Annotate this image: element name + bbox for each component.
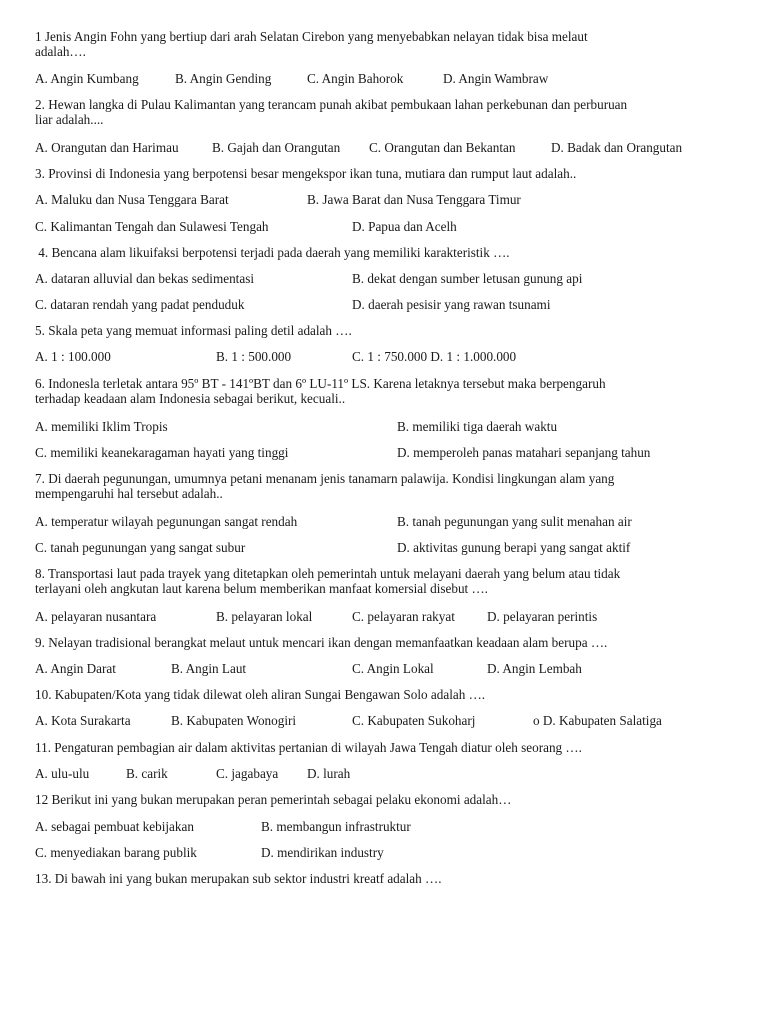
option-c: C. memiliki keanekaragaman hayati yang tinggi [35,445,289,460]
option-d: D. lurah [307,766,351,781]
question-7: 7. Di daerah pegunungan, umumnya petani menanam jenis tanamarn palawija. Kondisi lingkungan alam yang mempengaruhi hal tersebut adalah.. [35,471,615,501]
option-b: B. memiliki tiga daerah waktu [397,419,558,434]
option-d: D. Angin Lembah [487,661,582,676]
option-a: A. Kota Surakarta [35,713,131,728]
question-3-options-row-1 [35,192,735,207]
option-b: B. Jawa Barat dan Nusa Tenggara Timur [307,192,521,207]
question-12-options-row-2 [35,845,735,860]
question-7-options-row-1 [35,514,735,529]
question-6-options-row-1 [35,419,735,434]
question-11-options [35,766,735,781]
option-d: D. daerah pesisir yang rawan tsunami [352,297,551,312]
question-11: 11. Pengaturan pembagian air dalam aktivitas pertanian di wilayah Jawa Tengah diatur oleh seorang …. [35,740,582,755]
option-d: D. aktivitas gunung berapi yang sangat aktif [397,540,631,555]
option-d: o D. Kabupaten Salatiga [533,713,662,728]
option-b: B. Angin Laut [171,661,247,676]
question-4: 4. Bencana alam likuifaksi berpotensi terjadi pada daerah yang memiliki karakteristik …. [35,245,510,260]
question-10-options [35,713,735,728]
option-b: B. dekat dengan sumber letusan gunung api [352,271,583,286]
question-6: 6. Indonesla terletak antara 95º BT - 141ºBT dan 6º LU-11º LS. Karena letaknya tersebut maka berpengaruh terhadap keadaan alam Indonesia sebagai berikut, kecuali.. [35,376,606,406]
option-a: A. Angin Kumbang [35,71,139,86]
option-c-d: C. 1 : 750.000 D. 1 : 1.000.000 [352,349,517,364]
question-1-options [35,71,735,86]
question-1: 1 Jenis Angin Fohn yang bertiup dari arah Selatan Cirebon yang menyebabkan nelayan tidak bisa melaut adalah…. [35,29,588,59]
option-b: B. tanah pegunungan yang sulit menahan air [397,514,632,529]
option-a: A. temperatur wilayah pegunungan sangat rendah [35,514,298,529]
option-b: B. Gajah dan Orangutan [212,140,341,155]
question-10: 10. Kabupaten/Kota yang tidak dilewat oleh aliran Sungai Bengawan Solo adalah …. [35,687,486,702]
option-a: A. Maluku dan Nusa Tenggara Barat [35,192,229,207]
option-d: D. memperoleh panas matahari sepanjang tahun [397,445,651,460]
question-6-options-row-2 [35,445,735,460]
option-c: C. pelayaran rakyat [352,609,455,624]
question-8-options [35,609,735,624]
option-c: C. Kabupaten Sukoharj [352,713,476,728]
option-b: B. Angin Gending [175,71,272,86]
question-8: 8. Transportasi laut pada trayek yang ditetapkan oleh pemerintah untuk melayani daerah yang belum atau tidak terlayani oleh angkutan laut karena belum memberikan manfaat komersial disebut …. [35,566,621,596]
option-c: C. jagabaya [216,766,279,781]
option-b: B. Kabupaten Wonogiri [171,713,297,728]
question-7-options-row-2 [35,540,735,555]
option-b: B. membangun infrastruktur [261,819,411,834]
question-2-options [35,140,735,155]
option-c: C. Orangutan dan Bekantan [369,140,516,155]
option-d: D. Papua dan Acelh [352,219,457,234]
option-c: C. menyediakan barang publik [35,845,197,860]
option-d: D. Badak dan Orangutan [551,140,683,155]
option-b: B. pelayaran lokal [216,609,313,624]
option-a: A. memiliki Iklim Tropis [35,419,168,434]
question-12-options-row-1 [35,819,735,834]
option-d: D. pelayaran perintis [487,609,598,624]
option-a: A. pelayaran nusantara [35,609,157,624]
question-5-options [35,349,735,364]
option-d: D. Angin Wambraw [443,71,549,86]
question-4-options-row-1 [35,271,735,286]
option-b: B. 1 : 500.000 [216,349,292,364]
option-a: A. dataran alluvial dan bekas sedimentasi [35,271,254,286]
question-5: 5. Skala peta yang memuat informasi paling detil adalah …. [35,323,352,338]
option-a: A. ulu-ulu [35,766,90,781]
question-9-options [35,661,735,676]
question-3-options-row-2 [35,219,735,234]
question-13: 13. Di bawah ini yang bukan merupakan sub sektor industri kreatf adalah …. [35,871,442,886]
option-a: A. Orangutan dan Harimau [35,140,179,155]
option-c: C. dataran rendah yang padat penduduk [35,297,245,312]
option-a: A. Angin Darat [35,661,116,676]
question-12: 12 Berikut ini yang bukan merupakan peran pemerintah sebagai pelaku ekonomi adalah… [35,792,512,807]
option-d: D. mendirikan industry [261,845,384,860]
question-3: 3. Provinsi di Indonesia yang berpotensi besar mengekspor ikan tuna, mutiara dan rumput laut adalah.. [35,166,577,181]
option-a: A. sebagai pembuat kebijakan [35,819,194,834]
question-4-options-row-2 [35,297,735,312]
option-c: C. Angin Bahorok [307,71,404,86]
question-9: 9. Nelayan tradisional berangkat melaut untuk mencari ikan dengan memanfaatkan keadaan alam berupa …. [35,635,608,650]
option-c: C. tanah pegunungan yang sangat subur [35,540,246,555]
option-c: C. Kalimantan Tengah dan Sulawesi Tengah [35,219,269,234]
question-2: 2. Hewan langka di Pulau Kalimantan yang terancam punah akibat pembukaan lahan perkebunan dan perburuan liar adalah.... [35,97,628,127]
option-a: A. 1 : 100.000 [35,349,111,364]
option-b: B. carik [126,766,168,781]
option-c: C. Angin Lokal [352,661,434,676]
